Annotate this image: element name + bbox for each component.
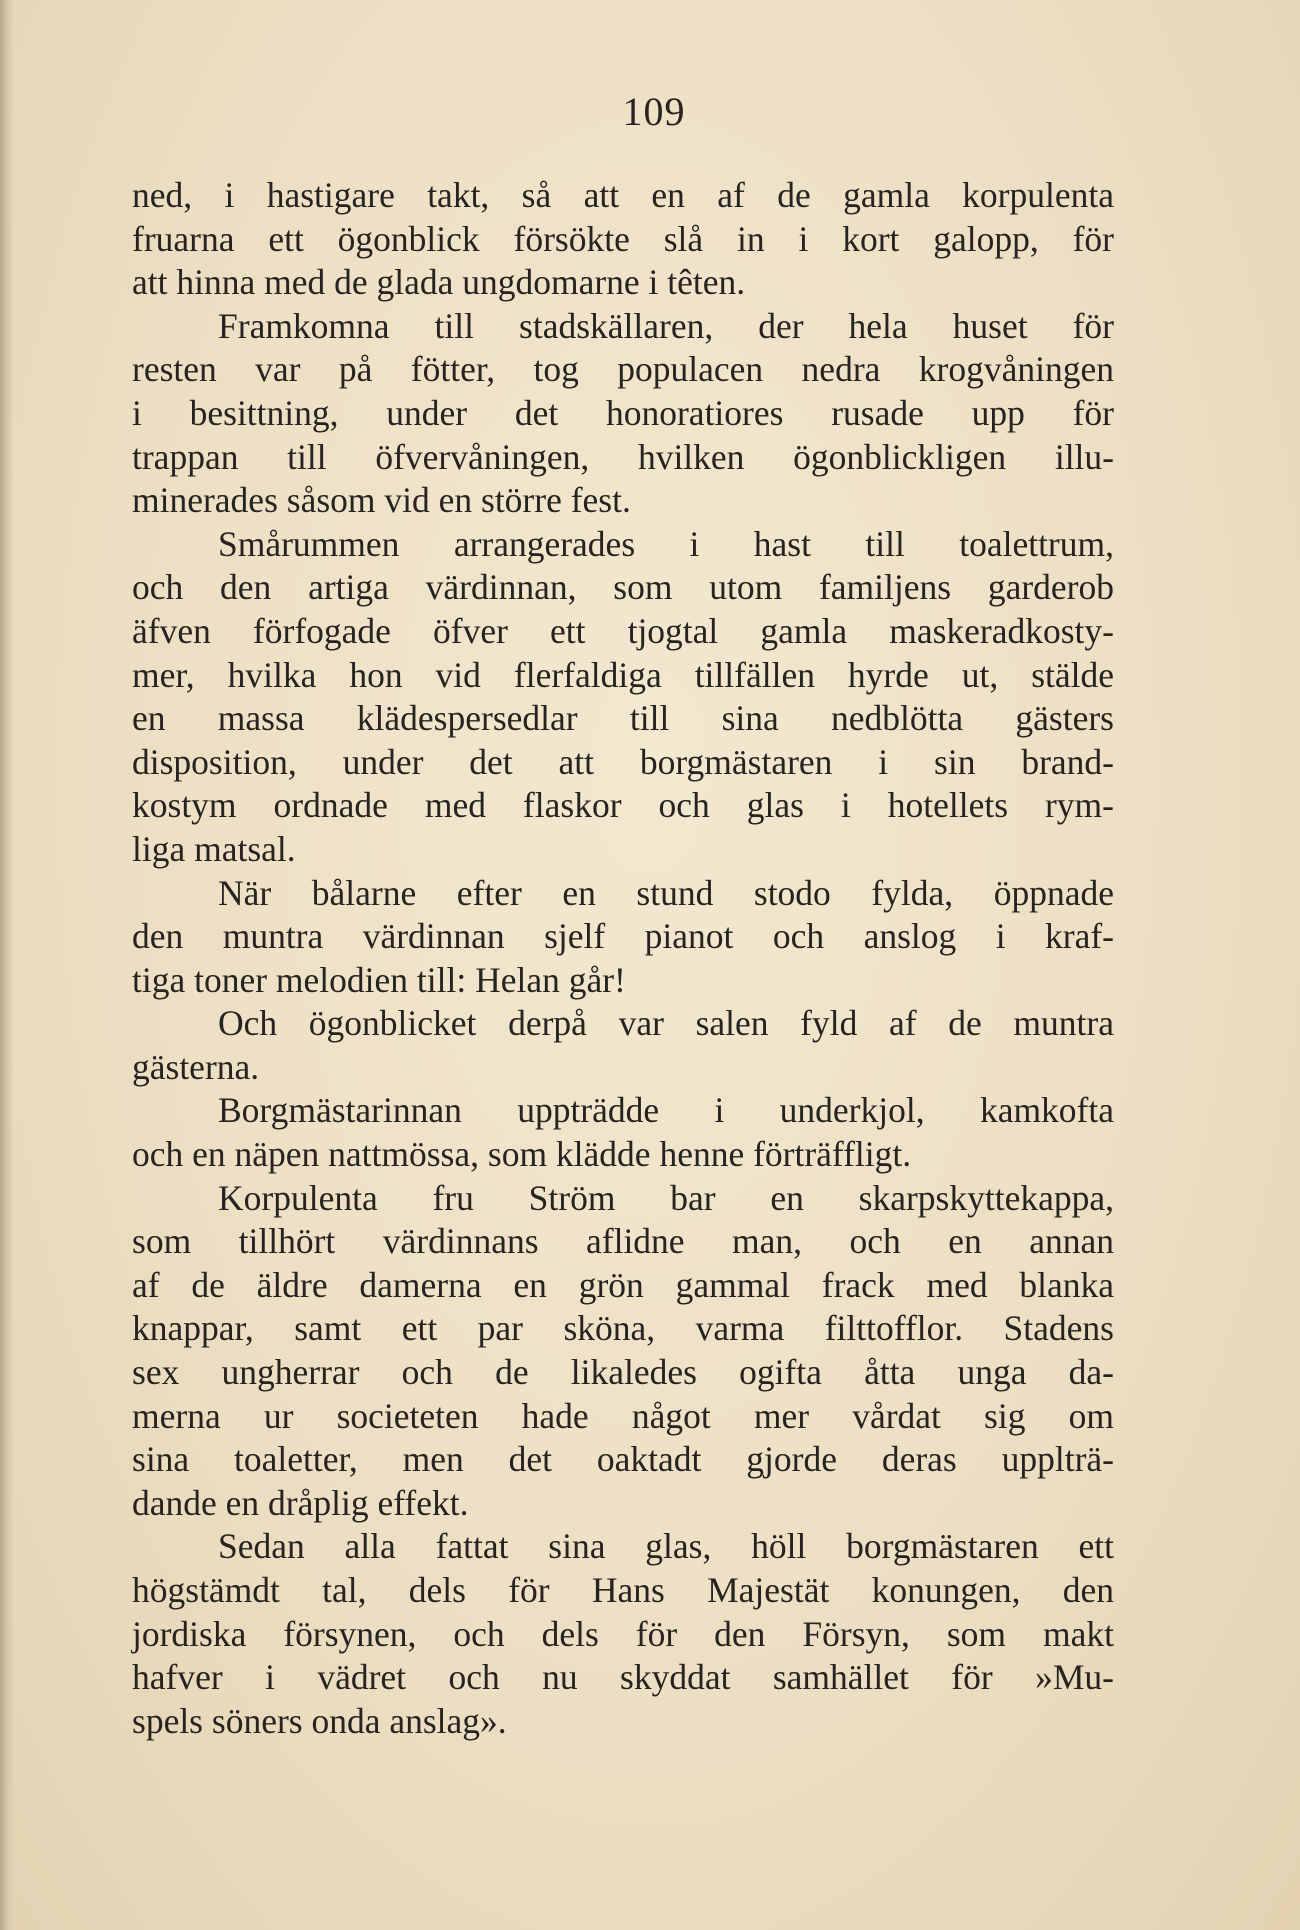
text-line: Och ögonblicket derpå var salen fyld af de muntra	[218, 1003, 1114, 1044]
text-line: tiga toner melodien till: Helan går!	[132, 959, 626, 1000]
text-line: mer, hvilka hon vid flerfaldiga tillfällen hyrde ut, stälde	[132, 654, 1114, 695]
text-line: äfven förfogade öfver ett tjogtal gamla maskeradkosty-	[132, 610, 1114, 651]
text-line: som tillhört värdinnans aflidne man, och en annan	[132, 1221, 1114, 1262]
text-line: disposition, under det att borgmästaren i sin brand-	[132, 741, 1114, 782]
text-line: hafver i vädret och nu skyddat samhället för »Mu-	[132, 1657, 1114, 1698]
page-binding-edge	[0, 0, 14, 1930]
text-line: Smårummen arrangerades i hast till toalettrum,	[218, 523, 1114, 564]
text-line: Sedan alla fattat sina glas, höll borgmästaren ett	[218, 1526, 1114, 1567]
text-line: och den artiga värdinnan, som utom familjens garderob	[132, 567, 1114, 608]
text-line: och en näpen nattmössa, som klädde henne förträffligt.	[132, 1134, 912, 1175]
text-line: Borgmästarinnan uppträdde i underkjol, kamkofta	[218, 1090, 1114, 1131]
text-line: gästerna.	[132, 1046, 260, 1087]
text-line: Framkomna till stadskällaren, der hela huset för	[218, 305, 1114, 346]
text-line: knappar, samt ett par sköna, varma filttofflor. Stadens	[132, 1308, 1114, 1349]
text-line: Korpulenta fru Ström bar en skarpskyttekappa,	[218, 1177, 1114, 1218]
text-line: dande en dråplig effekt.	[132, 1482, 469, 1523]
text-line: sex ungherrar och de likaledes ogifta åtta unga da-	[132, 1352, 1114, 1393]
text-line: den muntra värdinnan sjelf pianot och anslog i kraf-	[132, 916, 1114, 957]
text-line: fruarna ett ögonblick försökte slå in i kort galopp, för	[132, 218, 1114, 259]
text-line: resten var på fötter, tog populacen nedra krogvåningen	[132, 349, 1114, 390]
page-number: 109	[622, 89, 686, 134]
text-line: trappan till öfvervåningen, hvilken ögonblickligen illu-	[132, 436, 1114, 477]
text-line: ned, i hastigare takt, så att en af de gamla korpulenta	[132, 175, 1114, 215]
text-line: jordiska försynen, och dels för den Försyn, som makt	[132, 1613, 1114, 1654]
text-line: minerades såsom vid en större fest.	[132, 480, 631, 521]
text-line: en massa klädespersedlar till sina nedblötta gästers	[132, 698, 1114, 739]
text-line: högstämdt tal, dels för Hans Majestät konungen, den	[132, 1570, 1114, 1610]
text-line: merna ur societeten hade något mer vårdat sig om	[132, 1395, 1114, 1436]
text-line: spels söners onda anslag».	[132, 1700, 507, 1741]
text-line: af de äldre damerna en grön gammal frack med blanka	[132, 1264, 1114, 1305]
text-line: liga matsal.	[132, 828, 296, 869]
text-line: När bålarne efter en stund stodo fylda, öppnade	[218, 872, 1114, 913]
text-line: sina toaletter, men det oaktadt gjorde deras upplträ-	[132, 1439, 1114, 1480]
text-line: i besittning, under det honoratiores rusade upp för	[132, 392, 1114, 433]
text-line: kostym ordnade med flaskor och glas i hotellets rym-	[132, 785, 1114, 826]
text-line: att hinna med de glada ungdomarne i têten.	[132, 262, 746, 303]
body-text	[132, 174, 1114, 1743]
